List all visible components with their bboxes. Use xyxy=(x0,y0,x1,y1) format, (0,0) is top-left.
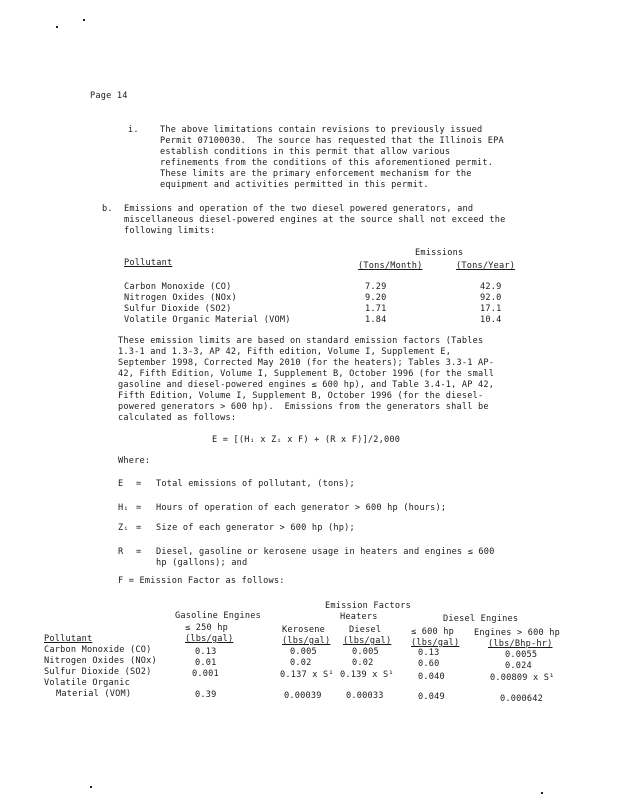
item-b-number: b. xyxy=(102,204,113,214)
scan-speck xyxy=(90,786,92,788)
factor-table-title: Emission Factors xyxy=(325,601,411,611)
item-i-number: i. xyxy=(128,125,139,135)
col-pollutant: Pollutant xyxy=(44,634,93,644)
factor-intro: F = Emission Factor as follows: xyxy=(118,576,285,586)
scan-speck xyxy=(541,792,543,794)
gasoline-header: Gasoline Engines xyxy=(175,611,261,621)
emission-formula: E = [(Hᵢ x Zᵢ x F) + (R x F)]/2,000 xyxy=(212,435,401,445)
where-label: Where: xyxy=(118,456,151,466)
scanned-permit-page: Page 14 i. The above limitations contain revisions to previously issued Permit 07100030. The source has requested that the Illinois EPA establish conditions in this permit that allow various refinements from the conditions of this aforementioned permit. These limits are the primary enforcement mechanism for the equipment and activities permitted in this permit. b. Emissions and operation of the two diesel powered generators, and miscellaneous diesel-powered engines at the source shall not exceed the following limits: Emissions Pollutant (Tons/Month) (Tons/Year) Carbon Monoxide (CO) 7.29 42.9 Nitrogen Oxides (NOx) 9.20 92.0 Sulfur Dioxide (SO2) 1.71 17.1 Volatile Organic Material (VOM) 1.84 10.4 These emission limits are based on standard emission factors (Tables 1.3-1 and 1.3-3, AP 42, Fifth edition, Volume I, Supplement E, September 1998, Corrected May 2010 (for the heaters); Tables 3.3-1 AP- 42, Fifth Edition, Volume I, Supplement B, October 1996 (for the small gasoline and diesel-powered engines ≤ 600 hp), and Table 3.4-1, AP 42, Fifth Edition, Volume I, Supplement B, October 1996 (for the diesel- powered generators > 600 hp). Emissions from the generators shall be calculated as follows: E = [(Hᵢ x Zᵢ x F) + (R x F)]/2,000 Where: E = Total emissions of pollutant, (tons); Hᵢ = Hours of operation of each generator > 600 hp (hours); Zᵢ = Size of each generator > 600 hp (hp); R = Diesel, gasoline or kerosene usage in heaters and engines ≤ 600 hp (gallons); and F = Emission Factor as follows: Emission Factors Gasoline Engines Heaters Diesel Engines ≤ 250 hp (lbs/gal) Kerosene (lbs/gal) Diesel (lbs/gal) ≤ 600 hp (lbs/gal) Engines > 600 hp (lbs/Bhp-hr) Pollutant Carbon Monoxide (CO) 0.13 0.005 0.005 0.13 0.0055 Nitrogen Oxides (NOx) 0.01 0.02 0.02 0.60 0.024 Sulfur Dioxide (SO2) 0.001 0.137 x S¹ 0.139 x S¹ 0.040 0.00809 x S¹ Volatile Organic Material (VOM) 0.39 0.00039 0.00033 0.049 0.000642 xyxy=(0,0,617,800)
col-tons-month: (Tons/Month) xyxy=(358,261,423,271)
col-pollutant: Pollutant xyxy=(124,258,173,268)
diesel-header: Diesel Engines xyxy=(443,614,519,624)
heaters-header: Heaters xyxy=(340,612,378,622)
scan-speck xyxy=(83,19,85,21)
emissions-group-header: Emissions xyxy=(415,248,464,258)
scan-speck xyxy=(56,26,58,28)
col-tons-year: (Tons/Year) xyxy=(456,261,516,271)
page-number: Page 14 xyxy=(90,91,128,101)
